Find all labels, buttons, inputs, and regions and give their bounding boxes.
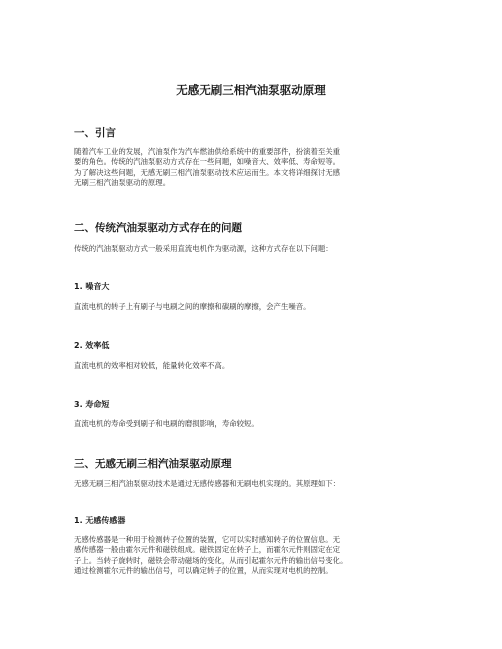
paragraph-sensor xyxy=(74,535,439,577)
subheading-lifespan: 3. 寿命短 xyxy=(74,400,110,409)
paragraph-line: 通过检测霍尔元件的输出信号，可以确定转子的位置，从而实现对电机的控制。 xyxy=(74,566,333,576)
section-heading-problems: 二、传统汽油泵驱动方式存在的问题 xyxy=(74,222,242,234)
subheading-sensor: 1. 无感传感器 xyxy=(74,516,126,525)
paragraph-line: 无感传感器是一种用于检测转子位置的装置，它可以实时感知转子的位置信息。无 xyxy=(74,535,341,544)
subheading-efficiency: 2. 效率低 xyxy=(74,341,110,350)
section-intro-principle: 无感无刷三相汽油泵驱动技术是通过无感传感器和无刷电机实现的。其原理如下： xyxy=(74,479,341,488)
document-title: 无感无刷三相汽油泵驱动原理 xyxy=(176,83,326,97)
section-heading-principle: 三、无感无刷三相汽油泵驱动原理 xyxy=(74,458,232,470)
paragraph-line: 随着汽车工业的发展，汽油泵作为汽车燃油供给系统中的重要部件，扮演着至关重 xyxy=(74,147,341,156)
paragraph-line: 子上。当转子旋转时，磁铁会带动磁场的变化，从而引起霍尔元件的输出信号变化。 xyxy=(74,555,348,565)
paragraph-noise: 直流电机的转子上有刷子与电刷之间的摩擦和碳刷的摩擦，会产生噪音。 xyxy=(74,302,311,311)
paragraph-line: 感传感器一般由霍尔元件和磁铁组成。磁铁固定在转子上，而霍尔元件则固定在定 xyxy=(74,545,341,555)
paragraph-line: 为了解决这些问题，无感无刷三相汽油泵驱动技术应运而生。本文将详细探讨无感 xyxy=(74,167,341,177)
section-paragraph-intro xyxy=(74,147,439,189)
paragraph-lifespan: 直流电机的寿命受到刷子和电刷的磨损影响，寿命较短。 xyxy=(74,419,259,428)
paragraph-line: 无刷三相汽油泵驱动的原理。 xyxy=(74,178,171,188)
paragraph-efficiency: 直流电机的效率相对较低，能量转化效率不高。 xyxy=(74,361,230,370)
paragraph-line: 要的角色。传统的汽油泵驱动方式存在一些问题，如噪音大、效率低、寿命短等。 xyxy=(74,157,341,167)
section-intro-problems: 传统的汽油泵驱动方式一般采用直流电机作为驱动源，这种方式存在以下问题： xyxy=(74,244,333,253)
section-heading-intro: 一、引言 xyxy=(74,127,116,139)
subheading-noise: 1. 噪音大 xyxy=(74,282,110,291)
